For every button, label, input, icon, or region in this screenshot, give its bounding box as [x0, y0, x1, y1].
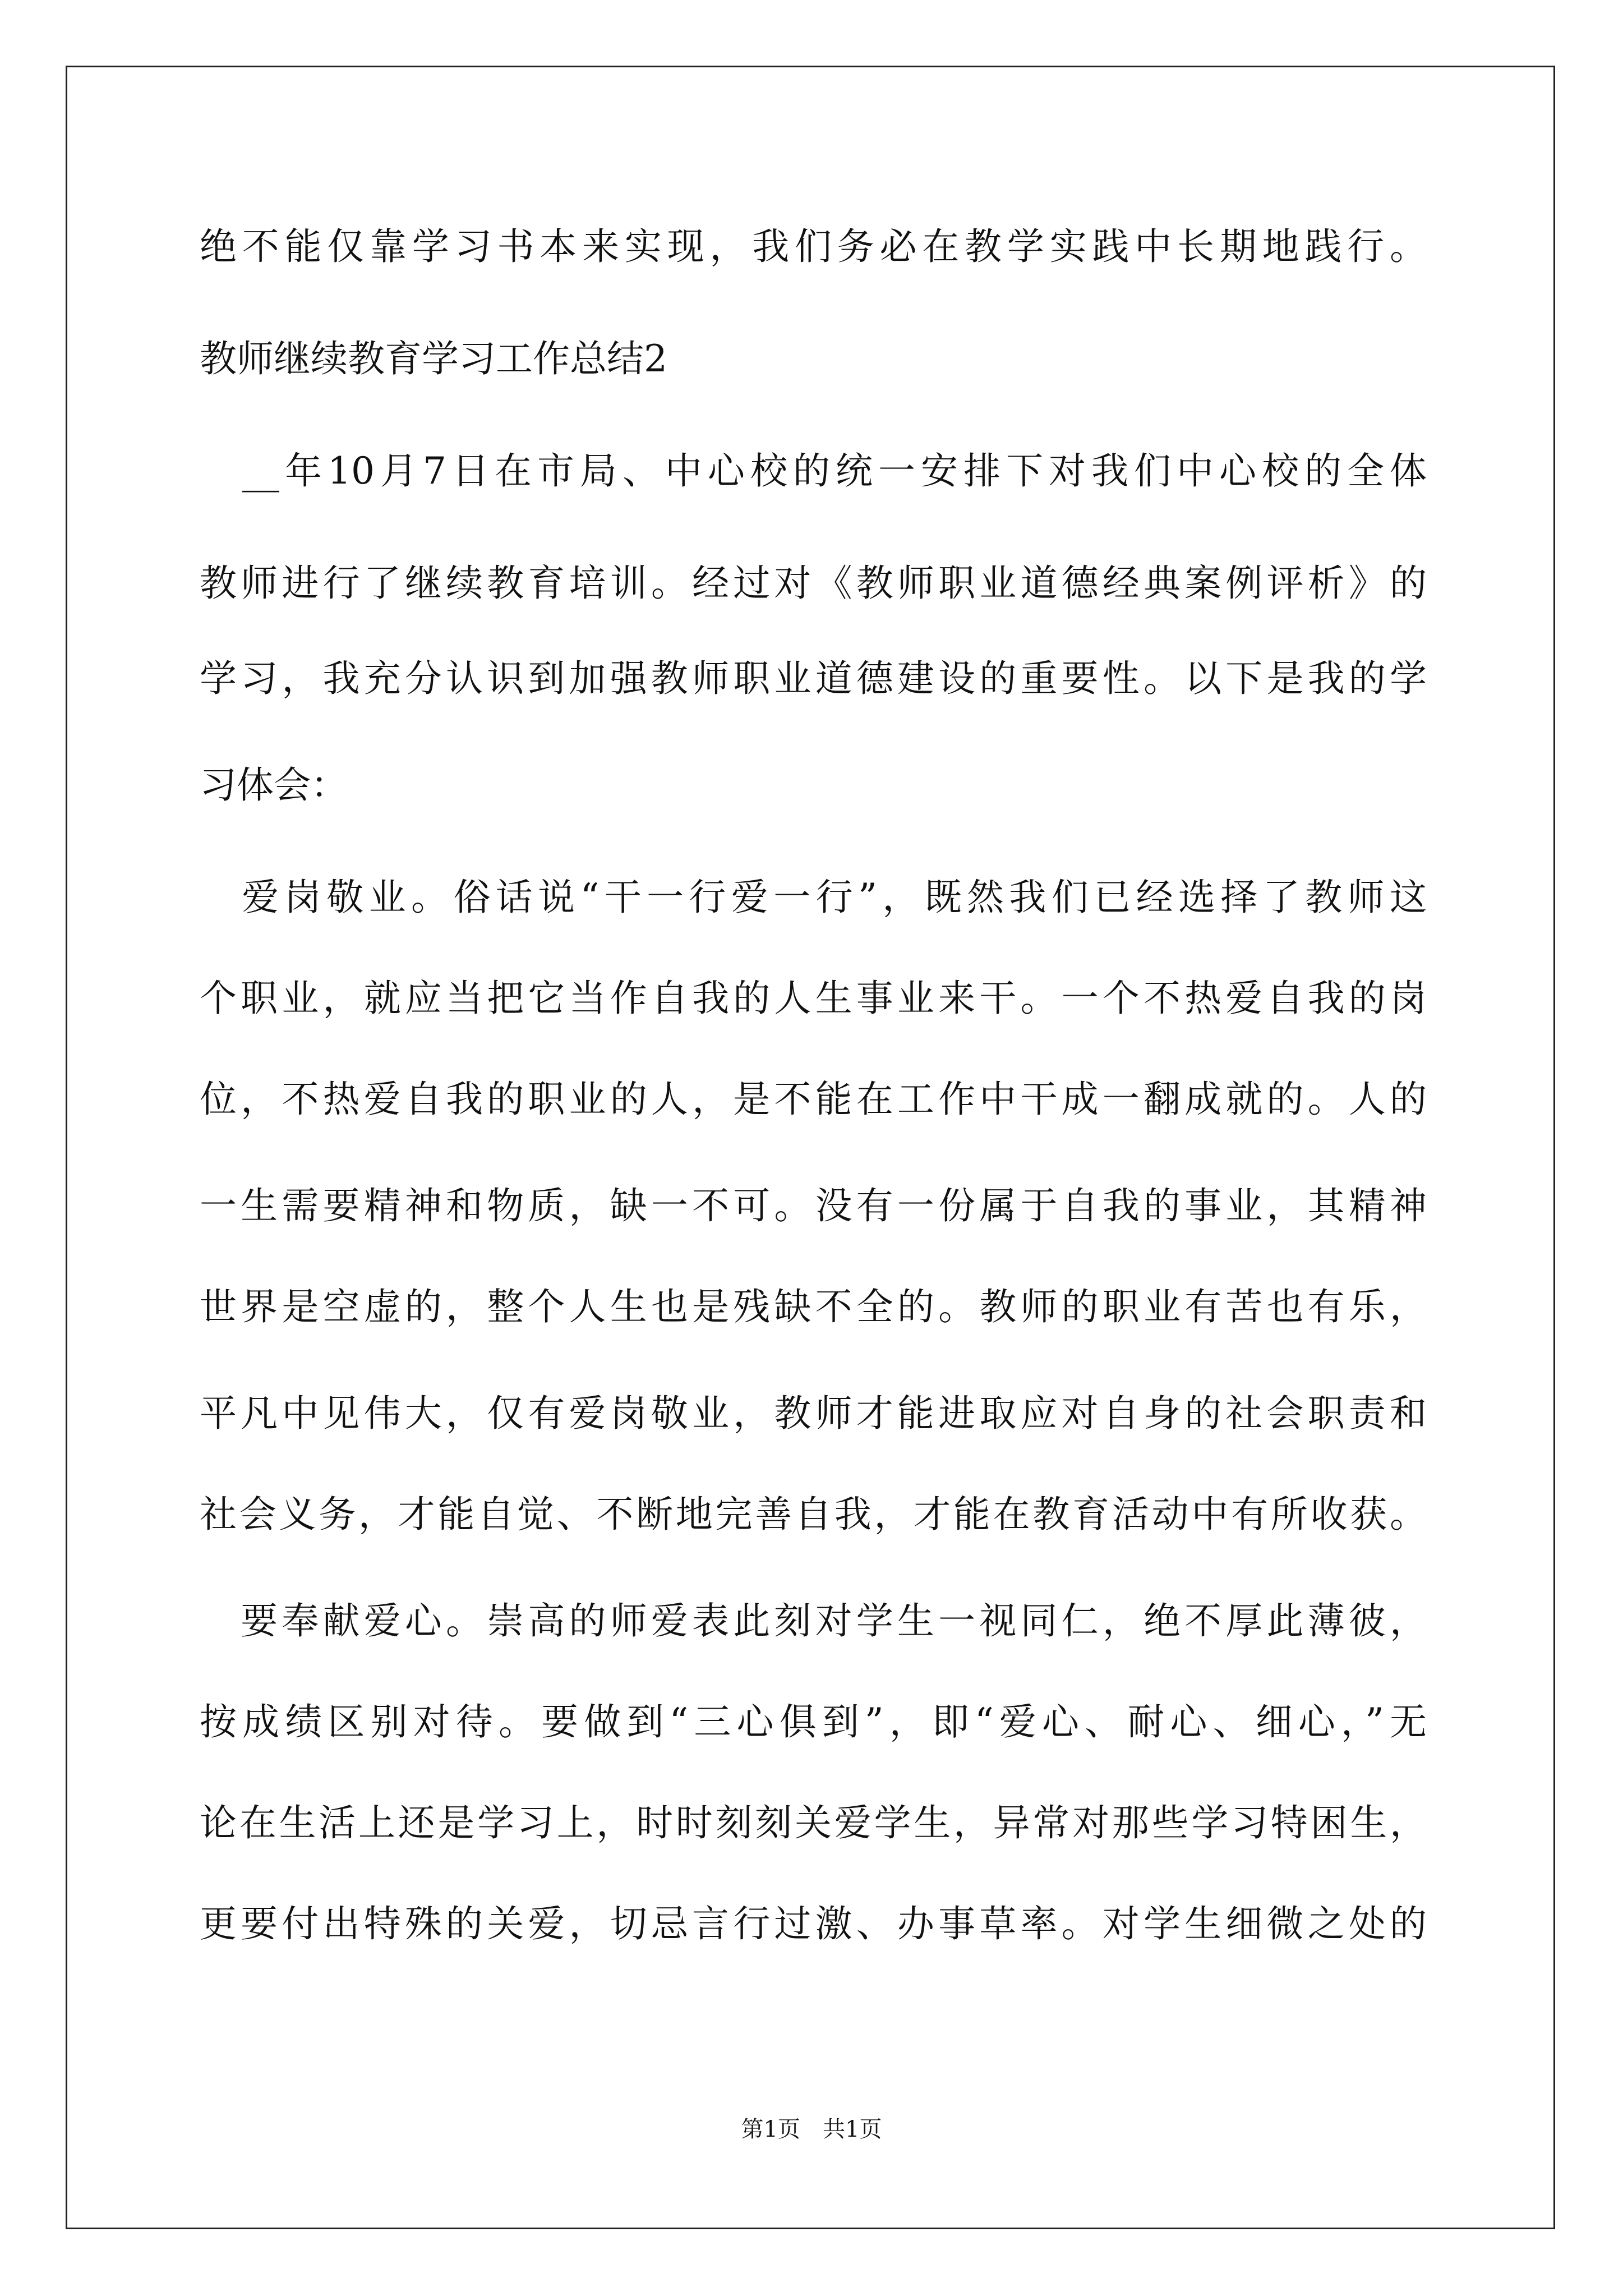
body-line: 世界是空虚的，整个人生也是残缺不全的。教师的职业有苦也有乐，: [200, 1285, 1427, 1328]
body-line: 习体会：: [200, 763, 348, 807]
body-line: 要奉献爱心。崇高的师爱表此刻对学生一视同仁，绝不厚此薄彼，: [200, 1599, 1427, 1642]
page-number-footer: 第1页 共1页: [741, 2116, 882, 2142]
body-line: 教师进行了继续教育培训。经过对《教师职业道德经典案例评析》的: [200, 562, 1427, 605]
body-line: 更要付出特殊的关爱，切忌言行过激、办事草率。对学生细微之处的: [200, 1902, 1427, 1945]
body-line: 论在生活上还是学习上，时时刻刻关爱学生，异常对那些学习特困生，: [200, 1801, 1427, 1844]
body-line: 爱岗敬业。俗话说“干一行爱一行”，既然我们已经选择了教师这: [200, 876, 1427, 919]
body-line: __年10月7日在市局、中心校的统一安排下对我们中心校的全体: [200, 449, 1427, 493]
body-line: 一生需要精神和物质，缺一不可。没有一份属于自我的事业，其精神: [200, 1184, 1427, 1227]
body-line: 个职业，就应当把它当作自我的人生事业来干。一个不热爱自我的岗: [200, 977, 1427, 1020]
body-line: 社会义务，才能自觉、不断地完善自我，才能在教育活动中有所收获。: [200, 1493, 1427, 1536]
body-line: 学习，我充分认识到加强教师职业道德建设的重要性。以下是我的学: [200, 657, 1427, 700]
body-line: 按成绩区别对待。要做到“三心俱到”，即“爱心、耐心、细心，”无: [200, 1700, 1427, 1743]
section-heading: 教师继续教育学习工作总结2: [200, 337, 667, 380]
body-line: 位，不热爱自我的职业的人，是不能在工作中干成一翻成就的。人的: [200, 1078, 1427, 1121]
body-line: 绝不能仅靠学习书本来实现，我们务必在教学实践中长期地践行。: [200, 225, 1427, 268]
body-line: 平凡中见伟大，仅有爱岗敬业，教师才能进取应对自身的社会职责和: [200, 1392, 1427, 1435]
